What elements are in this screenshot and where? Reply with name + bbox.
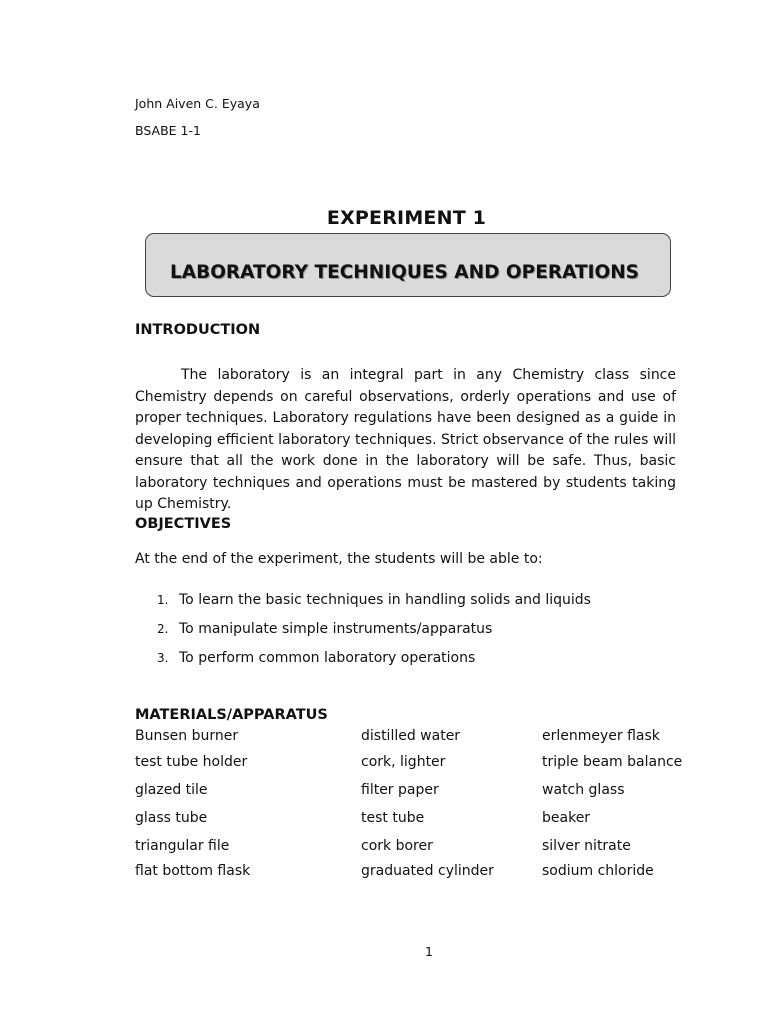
- material-item: sodium chloride: [542, 863, 654, 879]
- material-item: glazed tile: [135, 782, 208, 798]
- objective-text: To manipulate simple instruments/apparatus: [179, 621, 493, 637]
- material-item: erlenmeyer flask: [542, 728, 660, 744]
- experiment-label: EXPERIMENT 1: [326, 207, 487, 229]
- material-item: glass tube: [135, 810, 208, 826]
- material-item: filter paper: [361, 782, 439, 798]
- objective-item: [157, 592, 591, 608]
- experiment-title-box: [145, 233, 671, 297]
- objective-text: To learn the basic techniques in handling solids and liquids: [179, 592, 591, 608]
- material-item: test tube: [361, 810, 425, 826]
- material-item: graduated cylinder: [361, 863, 494, 879]
- material-item: triangular file: [135, 838, 230, 854]
- objective-number: 2.: [157, 622, 169, 636]
- material-item: watch glass: [542, 782, 625, 798]
- material-item: flat bottom flask: [135, 863, 251, 879]
- material-item: cork, lighter: [361, 754, 446, 770]
- material-item: beaker: [542, 810, 591, 826]
- author-name: John Aiven C. Eyaya: [135, 96, 260, 111]
- objective-item: [157, 621, 492, 637]
- section-code: BSABE 1-1: [135, 123, 201, 138]
- objectives-lead: At the end of the experiment, the students will be able to:: [135, 551, 543, 567]
- material-item: cork borer: [361, 838, 433, 854]
- material-item: Bunsen burner: [135, 728, 239, 744]
- page-number: 1: [425, 944, 433, 959]
- materials-heading: MATERIALS/APPARATUS: [135, 707, 328, 723]
- introduction-heading: INTRODUCTION: [135, 322, 261, 338]
- objectives-heading: OBJECTIVES: [135, 516, 232, 532]
- introduction-paragraph: The laboratory is an integral part in any Chemistry class since Chemistry depends on careful observations, orderly operations and use of proper techniques. Laboratory regulations have been designed as a guide in developing efficient laboratory techniques. Strict observance of the rules will ensure that all the work done in the laboratory will be safe. Thus, basic laboratory techniques and operations must be mastered by students taking up Chemistry.: [135, 367, 676, 512]
- objective-text: To perform common laboratory operations: [179, 650, 476, 666]
- material-item: distilled water: [361, 728, 461, 744]
- experiment-title: LABORATORY TECHNIQUES AND OPERATIONS: [170, 262, 639, 283]
- objective-number: 1.: [157, 593, 169, 607]
- objective-number: 3.: [157, 651, 169, 665]
- objective-item: [157, 650, 475, 666]
- material-item: triple beam balance: [542, 754, 683, 770]
- material-item: silver nitrate: [542, 838, 631, 854]
- material-item: test tube holder: [135, 754, 248, 770]
